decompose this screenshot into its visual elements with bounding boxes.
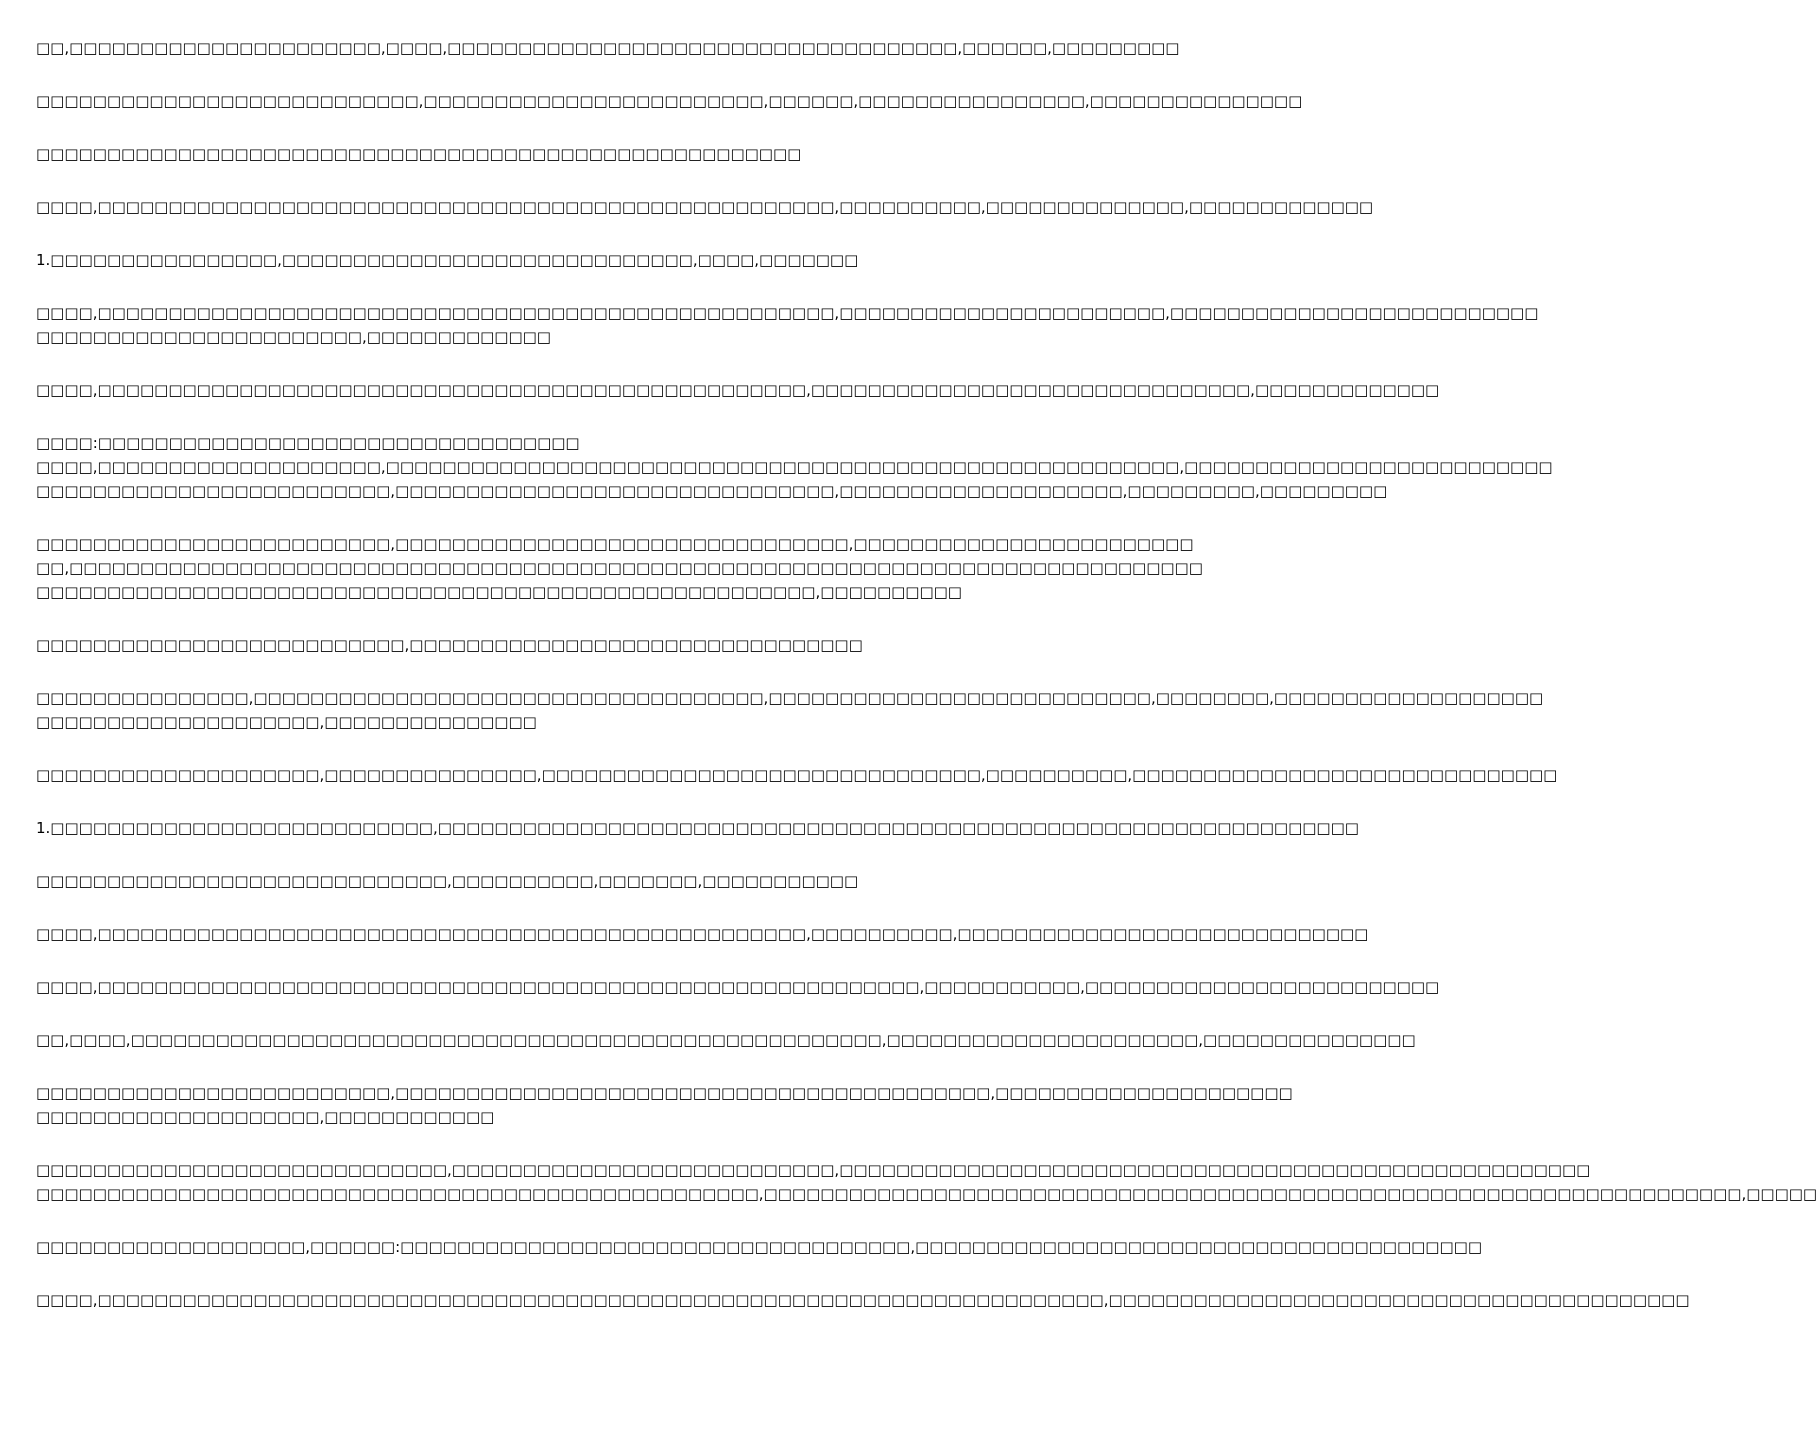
paragraph — [36, 922, 1369, 946]
text-line: 1.□□□□□□□□□□□□□□□□□□□□□□□□□□□,□□□□□□□□□□□□□□□□□□□□□□□□□□□□□□□□□□□□□□□□□□□□□□□□□□□□□□□□□□□□□□□□□ — [36, 819, 1359, 837]
text-line: 1.□□□□□□□□□□□□□□□□,□□□□□□□□□□□□□□□□□□□□□□□□□□□□□,□□□□,□□□□□□□ — [36, 251, 859, 269]
document-body — [36, 36, 1817, 1341]
paragraph — [36, 431, 1553, 503]
text-line: □□□□□□□□□□□□□□□□□□□□□□□,□□□□□□□□□□□□□ — [36, 328, 551, 346]
paragraph — [36, 532, 1203, 604]
paragraph — [36, 869, 990, 893]
paragraph — [36, 686, 1544, 734]
text-line: □□□□,□□□□□□□□□□□□□□□□□□□□□□□□□□□□□□□□□□□□□□□□□□□□□□□□□□□□,□□□□□□□□□□,□□□□□□□□□□□□□□,□□□□□□□□□□□□□ — [36, 198, 1374, 216]
text-line: □□□□□□□□□□□□□□□□□□□□□□□□□,□□□□□□□□□□□□□□□□□□□□□□□□□□□□□□□□,□□□□□□□□□□□□□□□□□□□□□□□□ — [36, 535, 1194, 553]
text-line: □□□□□□□□□□□□□□□□□□□□□□□□□,□□□□□□□□□□□□□□□□□□□□□□□□□□□□□□□,□□□□□□□□□□□□□□□□□□□□,□□□□□□□□□,□□□□□□□□□ — [36, 482, 1388, 500]
paragraph — [36, 142, 990, 166]
paragraph — [36, 763, 1558, 787]
paragraph — [36, 1028, 1416, 1052]
text-line: □□□□□□□□□□□□□□□□□□□,□□□□□□:□□□□□□□□□□□□□□□□□□□□□□□□□□□□□□□□□□□□,□□□□□□□□□□□□□□□□□□□□□□□□□□□□□□□□□□□□□□□□ — [36, 1238, 1482, 1256]
text-line: □□□□□□□□□□□□□□□□□□□□,□□□□□□□□□□□□□□□,□□□□□□□□□□□□□□□□□□□□□□□□□□□□□□□,□□□□□□□□□□,□□□□□□□□□□□□□□□□□□□□□□□□□□□□□□ — [36, 766, 1558, 784]
text-line: □□□□□□□□□□□□□□□□□□□□□□□□□□□□□,□□□□□□□□□□,□□□□□□□,□□□□□□□□□□□ — [36, 872, 859, 890]
text-line: □□□□□□□□□□□□□□□□□□□□,□□□□□□□□□□□□ — [36, 1108, 495, 1126]
paragraph — [36, 1158, 1817, 1206]
paragraph — [36, 89, 1303, 113]
text-line: □□,□□□□,□□□□□□□□□□□□□□□□□□□□□□□□□□□□□□□□□□□□□□□□□□□□□□□□□□□□□,□□□□□□□□□□□□□□□□□□□□□□,□□□□□□□□□□□□□□□ — [36, 1031, 1416, 1049]
text-line: □□□□,□□□□□□□□□□□□□□□□□□□□□□□□□□□□□□□□□□□□□□□□□□□□□□□□□□,□□□□□□□□□□□□□□□□□□□□□□□□□□□□□□□,□□□□□□□□□□□□□ — [36, 381, 1440, 399]
paragraph — [36, 378, 1440, 402]
text-line: □□□□□□□□□□□□□□□□□□□□□□□□□□□□□□□□□□□□□□□□□□□□□□□□□□□□□□ — [36, 145, 802, 163]
text-line: □□□□□□□□□□□□□□□,□□□□□□□□□□□□□□□□□□□□□□□□□□□□□□□□□□□□,□□□□□□□□□□□□□□□□□□□□□□□□□□□,□□□□□□□□,□□□□□□□□□□□□□□□□□□□ — [36, 689, 1544, 707]
text-line: □□□□,□□□□□□□□□□□□□□□□□□□□,□□□□□□□□□□□□□□□□□□□□□□□□□□□□□□□□□□□□□□□□□□□□□□□□□□□□□□□□,□□□□□□□□□□□□□□□□□□□□□□□□□□ — [36, 458, 1553, 476]
text-line: □□□□□□□□□□□□□□□□□□□□□□□□□□□,□□□□□□□□□□□□□□□□□□□□□□□□,□□□□□□,□□□□□□□□□□□□□□□□,□□□□□□□□□□□□□□□ — [36, 92, 1303, 110]
text-line: □□□□□□□□□□□□□□□□□□□□□□□□□□□□□,□□□□□□□□□□□□□□□□□□□□□□□□□□□,□□□□□□□□□□□□□□□□□□□□□□□□□□□□□□□□□□□□□□□□□□□□□□□□□□□□□ — [36, 1161, 1591, 1179]
text-line: □□□□,□□□□□□□□□□□□□□□□□□□□□□□□□□□□□□□□□□□□□□□□□□□□□□□□□□,□□□□□□□□□□,□□□□□□□□□□□□□□□□□□□□□□□□□□□□□ — [36, 925, 1369, 943]
paragraph — [36, 816, 1359, 840]
text-line: □□□□□□□□□□□□□□□□□□□□□□□□□□,□□□□□□□□□□□□□□□□□□□□□□□□□□□□□□□□ — [36, 636, 863, 654]
paragraph — [36, 633, 990, 657]
text-line: □□,□□□□□□□□□□□□□□□□□□□□□□,□□□□,□□□□□□□□□□□□□□□□□□□□□□□□□□□□□□□□□□□□,□□□□□□,□□□□□□□□□ — [36, 39, 1180, 57]
text-line: □□□□,□□□□□□□□□□□□□□□□□□□□□□□□□□□□□□□□□□□□□□□□□□□□□□□□□□□□□□□□□□,□□□□□□□□□□□,□□□□□□□□□□□□□□□□□□□□□□□□□ — [36, 978, 1440, 996]
paragraph — [36, 301, 1539, 349]
text-line: □□□□□□□□□□□□□□□□□□□□□□□□□□□□□□□□□□□□□□□□□□□□□□□□□□□□□□□,□□□□□□□□□□ — [36, 583, 962, 601]
text-line: □□,□□□□□□□□□□□□□□□□□□□□□□□□□□□□□□□□□□□□□□□□□□□□□□□□□□□□□□□□□□□□□□□□□□□□□□□□□□□□□□□□ — [36, 559, 1203, 577]
paragraph — [36, 1081, 1293, 1129]
text-line: □□□□□□□□□□□□□□□□□□□□,□□□□□□□□□□□□□□□ — [36, 713, 537, 731]
text-line: □□□□□□□□□□□□□□□□□□□□□□□□□□□□□□□□□□□□□□□□□□□□□□□□□□□,□□□□□□□□□□□□□□□□□□□□□□□□□□□□□□□□□□□□□□□□□□□□□□□□□□□□□□□□□□□□□□□□□□□□□,□□□□□ — [36, 1185, 1817, 1203]
paragraph — [36, 975, 1440, 999]
text-line: □□□□,□□□□□□□□□□□□□□□□□□□□□□□□□□□□□□□□□□□□□□□□□□□□□□□□□□□□□□□□□□□□□□□□□□□□□□□,□□□□□□□□□□□□□□□□□□□□□□□□□□□□□□□□□□□□□□□□□ — [36, 1291, 1690, 1309]
paragraph — [36, 1288, 1690, 1312]
text-line: □□□□:□□□□□□□□□□□□□□□□□□□□□□□□□□□□□□□□□□ — [36, 434, 580, 452]
paragraph — [36, 1235, 1482, 1259]
text-line: □□□□,□□□□□□□□□□□□□□□□□□□□□□□□□□□□□□□□□□□□□□□□□□□□□□□□□□□□,□□□□□□□□□□□□□□□□□□□□□□□,□□□□□□□□□□□□□□□□□□□□□□□□□□ — [36, 304, 1539, 322]
paragraph — [36, 248, 990, 272]
text-line: □□□□□□□□□□□□□□□□□□□□□□□□□,□□□□□□□□□□□□□□□□□□□□□□□□□□□□□□□□□□□□□□□□□□,□□□□□□□□□□□□□□□□□□□□□ — [36, 1084, 1293, 1102]
paragraph — [36, 36, 1180, 60]
paragraph — [36, 195, 1374, 219]
